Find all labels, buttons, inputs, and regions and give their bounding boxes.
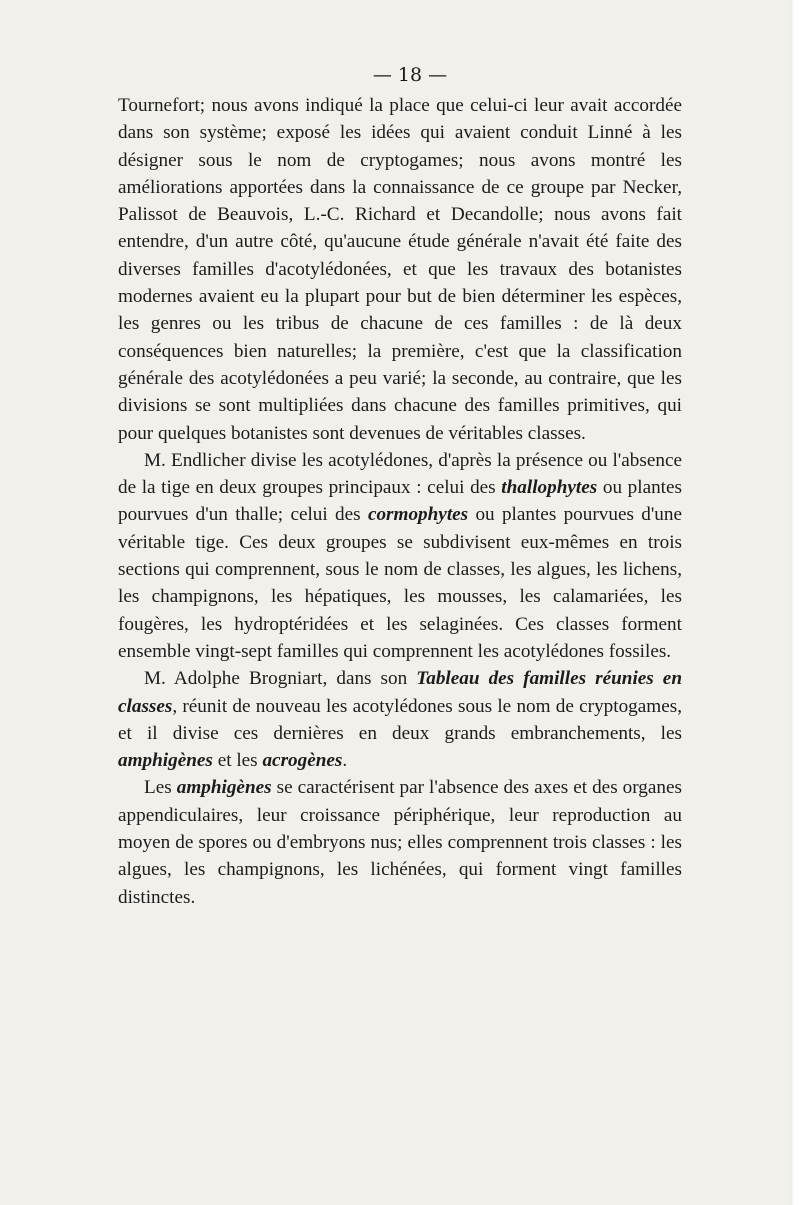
paragraph-3-text-b: , réunit de nouveau les acotylédones sous le nom de cryptogames, et il divise ces dernières en deux grands embranchements, les — [118, 695, 682, 744]
paragraph-2-text-b: ou plantes pourvues d'un thalle; celui des — [118, 477, 682, 526]
term-acrogenes: acrogènes — [262, 750, 343, 772]
term-amphigenes-2: amphigènes — [176, 777, 272, 799]
book-title: Tableau des familles réunies en classes — [118, 668, 682, 717]
paragraph-3-text-c: et les — [212, 750, 263, 772]
page-edge — [790, 0, 800, 1205]
paragraph-4-text-a: Les — [144, 777, 177, 799]
body-text — [118, 92, 682, 911]
term-thallophytes: thallophytes — [501, 477, 598, 499]
paragraph-3-text-a: M. Adolphe Brogniart, dans son — [144, 668, 417, 690]
paragraph-4-text-b: se caractérisent par l'absence des axes et des organes appendiculaires, leur croissance périphérique, leur reproduction au moyen de spores ou d'embryons nus; elles comprennent trois classes : les algues, les champignons, les lichénées, qui forment vingt familles distinctes. — [118, 777, 682, 908]
paragraph-2 — [118, 447, 682, 665]
term-cormophytes: cormophytes — [367, 504, 469, 526]
term-amphigenes: amphigènes — [118, 750, 213, 772]
paragraph-2-text-a: M. Endlicher divise les acotylédones, d'après la présence ou l'absence de la tige en deux groupes principaux : celui des — [118, 449, 682, 499]
paragraph-2-text-c: ou plantes pourvues d'une véritable tige. Ces deux groupes se subdivisent eux-mêmes en trois sections qui comprennent, sous le nom de classes, les algues, les lichens, les champignons, les hépatiques, les mousses, les calamariées, les fougères, les hydroptéridées et les selaginées. Ces classes forment ensemble vingt-sept familles qui comprennent les acotylédones fossiles. — [118, 504, 682, 662]
paragraph-1 — [118, 92, 682, 447]
paragraph-1-text: Tournefort; nous avons indiqué la place que celui-ci leur avait accordée dans son système; exposé les idées qui avaient conduit Linné à les désigner sous le nom de cryptogames; nous avons montré les améliorations apportées dans la connaissance de ce groupe par Necker, Palissot de Beauvois, L.-C. Richard et Decandolle; nous avons fait entendre, d'un autre côté, qu'aucune étude générale n'avait été faite des diverses familles d'acotylédonées, et que les travaux des botanistes modernes avaient eu la plupart pour but de bien déterminer les espèces, les genres ou les tribus de chacune de ces familles : de là deux conséquences bien naturelles; la première, c'est que la classification générale des acotylédonées a peu varié; la seconde, au contraire, que les divisions se sont multipliées dans chacune des familles primitives, qui pour quelques botanistes sont devenues de véritables classes. — [118, 95, 682, 444]
paragraph-4 — [118, 774, 682, 910]
paragraph-3 — [118, 665, 682, 774]
paragraph-3-text-d: . — [342, 750, 348, 772]
page-number: — 18 — — [372, 64, 448, 86]
